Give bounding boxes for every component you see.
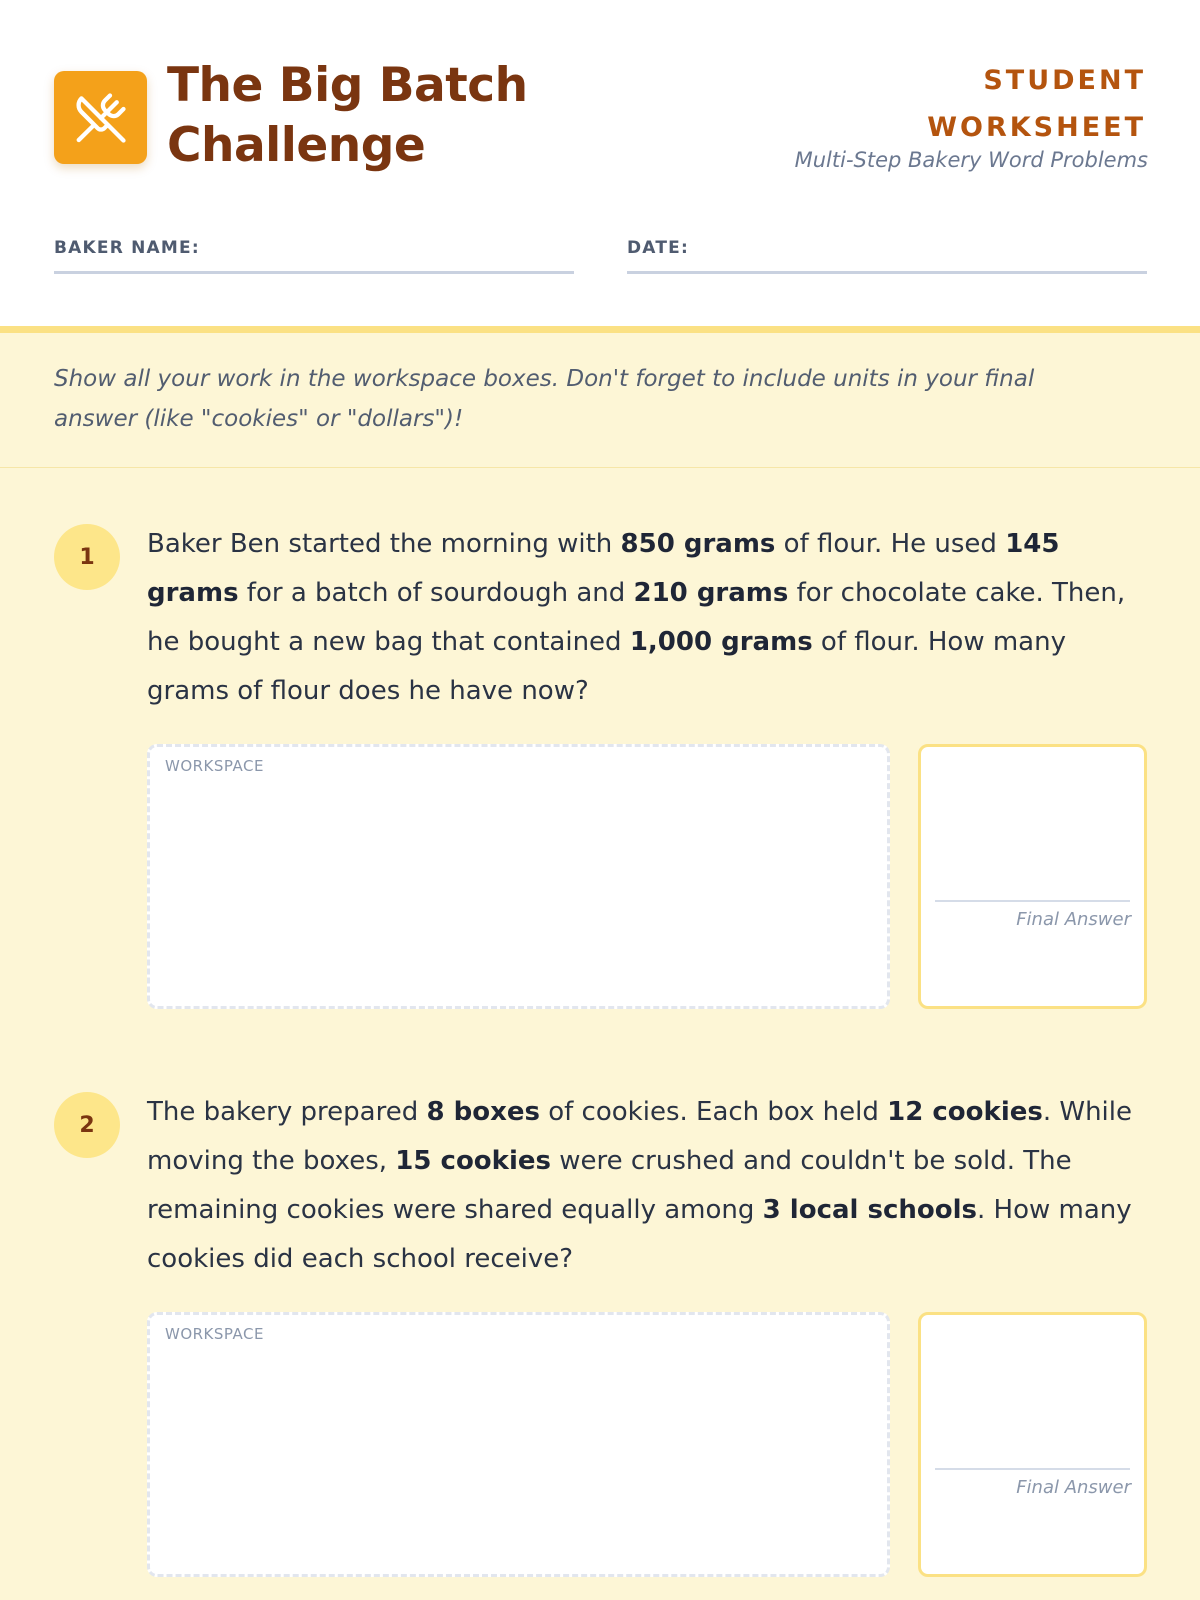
- final-answer-label: Final Answer: [1016, 909, 1131, 930]
- problem-text-segment: Baker Ben started the morning with: [147, 529, 621, 559]
- problem-text-segment: of flour. How many grams of flour does he have now?: [147, 627, 1066, 706]
- worksheet-label-line-2: WORKSHEET: [927, 112, 1146, 143]
- workspace-label: WORKSPACE: [165, 757, 264, 775]
- header-divider: [0, 326, 1200, 333]
- problem-text: [147, 520, 1147, 716]
- instructions-text: Show all your work in the workspace boxes. Don't forget to include units in your final answer (like "cookies" or "dollars")!: [54, 366, 1035, 432]
- problem-text: [147, 1088, 1147, 1284]
- problem-key-value: 850 grams: [620, 529, 776, 559]
- problem-text-segment: of flour. He used: [775, 529, 1006, 559]
- date-label: DATE:: [627, 238, 689, 258]
- title-line-1: The Big Batch: [167, 58, 528, 113]
- instructions-banner: [0, 333, 1200, 468]
- date-field[interactable]: [627, 238, 1147, 274]
- worksheet-label-line-1: STUDENT: [983, 65, 1146, 96]
- problem-text-segment: The bakery prepared: [147, 1097, 427, 1127]
- baker-name-field[interactable]: [54, 238, 574, 274]
- baker-name-label: BAKER NAME:: [54, 238, 200, 258]
- problem-key-value: 1,000 grams: [629, 627, 813, 657]
- problem-number-badge: 1: [54, 524, 120, 590]
- utensils-crossed-icon: [74, 91, 128, 145]
- workspace-box[interactable]: [147, 744, 890, 1009]
- problem-key-value: 210 grams: [633, 578, 789, 608]
- problem-text-segment: of cookies. Each box held: [539, 1097, 888, 1127]
- page-title: [167, 56, 528, 176]
- problem-text-segment: were crushed and couldn't be sold. The remaining cookies were shared equally among: [147, 1146, 1072, 1225]
- final-answer-box[interactable]: [918, 744, 1147, 1009]
- workspace-label: WORKSPACE: [165, 1325, 264, 1343]
- problem-key-value: 12 cookies: [887, 1097, 1043, 1127]
- answer-line: [935, 900, 1130, 902]
- worksheet-label: [846, 57, 1146, 151]
- problem-text-segment: . How many cookies did each school receive?: [147, 1195, 1132, 1274]
- problem-key-value: 8 boxes: [426, 1097, 540, 1127]
- answer-line: [935, 1468, 1130, 1470]
- problem-key-value: 15 cookies: [395, 1146, 551, 1176]
- problem-text-segment: . While moving the boxes,: [147, 1097, 1133, 1176]
- title-line-2: Challenge: [167, 118, 426, 173]
- problem-key-value: 145 grams: [147, 529, 1060, 608]
- problem-number-badge: 2: [54, 1092, 120, 1158]
- problem-text-segment: for chocolate cake. Then, he bought a new bag that contained: [147, 578, 1126, 657]
- final-answer-label: Final Answer: [1016, 1477, 1131, 1498]
- logo-badge: [54, 71, 147, 164]
- worksheet-header: [0, 0, 1200, 328]
- problem-key-value: 3 local schools: [762, 1195, 978, 1225]
- worksheet-subtitle: Multi-Step Bakery Word Problems: [794, 148, 1148, 172]
- problem-text-segment: for a batch of sourdough and: [238, 578, 634, 608]
- final-answer-box[interactable]: [918, 1312, 1147, 1577]
- workspace-box[interactable]: [147, 1312, 890, 1577]
